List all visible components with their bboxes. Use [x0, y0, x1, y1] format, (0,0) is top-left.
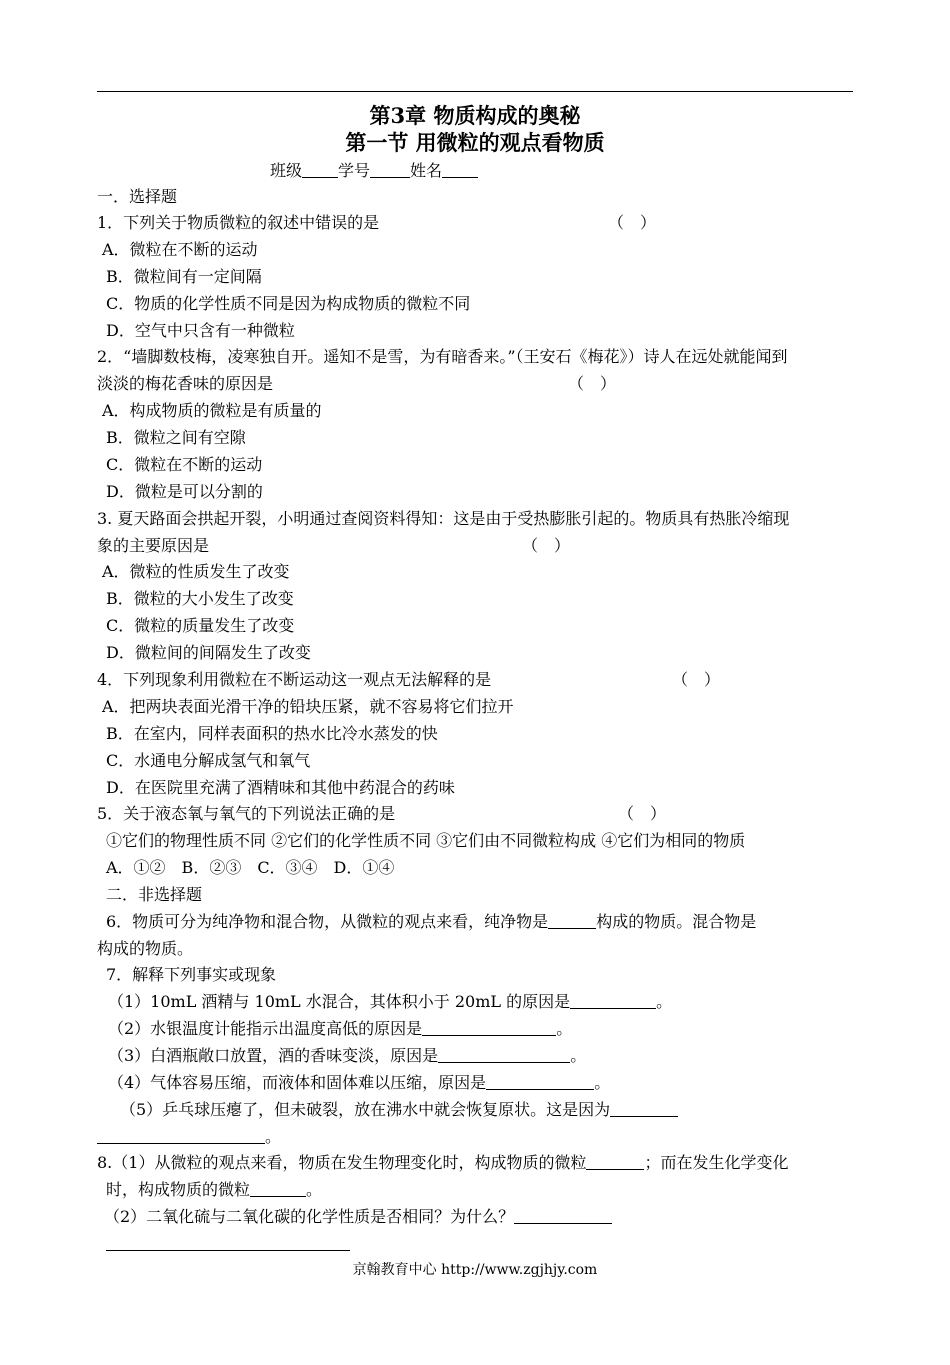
section-heading-nonchoice: 二．非选择题	[106, 885, 203, 904]
q8-part1-text-b: ；而在发生化学变化	[644, 1153, 789, 1172]
q7-item-3	[108, 1045, 586, 1067]
q8-blank-physical[interactable]	[586, 1153, 644, 1170]
q7-item-1-text: （1）10mL 酒精与 10mL 水混合，其体积小于 20mL 的原因是	[108, 992, 571, 1011]
q1-option-a: A．微粒在不断的运动	[102, 240, 258, 259]
q6-line2: 构成的物质。	[97, 939, 194, 958]
q7-stem: 7．解释下列事实或现象	[106, 965, 277, 984]
q4-stem: 4．下列现象利用微粒在不断运动这一观点无法解释的是	[97, 670, 492, 689]
q7-item-4	[108, 1072, 610, 1094]
q1-option-c: C．物质的化学性质不同是因为构成物质的微粒不同	[106, 294, 471, 313]
q3-option-a: A．微粒的性质发生了改变	[102, 562, 290, 581]
q7-item-1	[108, 991, 672, 1013]
q7-item-4-end: 。	[594, 1073, 611, 1092]
q7-blank-4[interactable]	[486, 1073, 594, 1090]
q7-item-3-text: （3）白酒瓶敞口放置，酒的香味变淡，原因是	[108, 1046, 439, 1065]
footer-source: 京翰教育中心 http://www.zgjhjy.com	[352, 1262, 598, 1278]
q7-item-1-end: 。	[656, 992, 673, 1011]
q5-answer-paren[interactable]: （ ）	[618, 804, 667, 823]
q8-part1-text-c: 时，构成物质的微粒	[106, 1180, 251, 1199]
q2-option-a: A．构成物质的微粒是有质量的	[102, 401, 322, 420]
q6-line1	[106, 911, 756, 933]
q4-option-d: D．在医院里充满了酒精味和其他中药混合的药味	[106, 778, 455, 797]
name-blank[interactable]	[442, 161, 478, 178]
q7-item-5-text: （5）乒乓球压瘪了，但未破裂，放在沸水中就会恢复原状。这是因为	[120, 1100, 611, 1119]
q7-blank-2[interactable]	[422, 1019, 556, 1036]
q3-answer-paren[interactable]: （ ）	[522, 536, 571, 555]
q2-answer-paren[interactable]: （ ）	[568, 374, 617, 393]
chapter-title: 第3章 物质构成的奥秘	[369, 103, 581, 128]
q8-blank-2a[interactable]	[514, 1207, 612, 1224]
q7-item-5-end: 。	[265, 1127, 282, 1146]
q8-line1	[97, 1152, 788, 1174]
q7-item-2-text: （2）水银温度计能指示出温度高低的原因是	[108, 1019, 423, 1038]
q5-statements: ①它们的物理性质不同 ②它们的化学性质不同 ③它们由不同微粒构成 ④它们为相同的物质	[106, 831, 746, 850]
q5-stem: 5．关于液态氧与氧气的下列说法正确的是	[97, 804, 396, 823]
q4-option-c: C．水通电分解成氢气和氧气	[106, 751, 311, 770]
q3-option-b: B．微粒的大小发生了改变	[106, 589, 294, 608]
q7-item-5	[120, 1099, 678, 1121]
q8-line2-end: 。	[306, 1180, 323, 1199]
q8-part2	[104, 1206, 612, 1228]
q2-option-b: B．微粒之间有空隙	[106, 428, 246, 447]
q7-blank-3[interactable]	[438, 1046, 570, 1063]
q2-option-c: C．微粒在不断的运动	[106, 455, 263, 474]
q7-item-5-cont	[97, 1126, 281, 1148]
q7-blank-5b[interactable]	[97, 1127, 265, 1144]
number-blank[interactable]	[370, 161, 410, 178]
section-heading-choice: 一．选择题	[97, 187, 178, 206]
q8-part2-text: （2）二氧化硫与二氧化碳的化学性质是否相同？为什么？	[104, 1207, 515, 1226]
q3-option-c: C．微粒的质量发生了改变	[106, 616, 295, 635]
q8-line2	[106, 1179, 322, 1201]
number-label: 学号	[338, 161, 371, 180]
q8-blank-2b[interactable]	[106, 1234, 350, 1251]
q4-answer-paren[interactable]: （ ）	[672, 670, 721, 689]
q8-part2-cont	[106, 1233, 350, 1255]
q2-stem-line1: 2．“墙脚数枝梅，凌寒独自开。遥知不是雪，为有暗香来。”（王安石《梅花》）诗人在远处就能闻到	[97, 347, 788, 366]
section-title: 第一节 用微粒的观点看物质	[345, 130, 605, 155]
q6-text-part2: 构成的物质。混合物是	[596, 912, 757, 931]
q8-blank-chemical[interactable]	[250, 1180, 306, 1197]
q1-answer-paren[interactable]: （ ）	[608, 213, 657, 232]
q7-item-3-end: 。	[570, 1046, 587, 1065]
q7-blank-1[interactable]	[570, 992, 656, 1009]
q2-option-d: D．微粒是可以分割的	[106, 482, 263, 501]
q7-item-2	[108, 1018, 572, 1040]
name-label: 姓名	[410, 161, 443, 180]
q6-blank-pure[interactable]	[548, 912, 596, 929]
q1-option-d: D．空气中只含有一种微粒	[106, 321, 295, 340]
header-rule	[97, 91, 853, 92]
q5-options: A．①② B．②③ C．③④ D．①④	[106, 858, 395, 877]
q8-part1-text: 8.（1）从微粒的观点来看，物质在发生物理变化时，构成物质的微粒	[97, 1153, 587, 1172]
q1-stem: 1．下列关于物质微粒的叙述中错误的是	[97, 213, 380, 232]
q7-item-4-text: （4）气体容易压缩，而液体和固体难以压缩，原因是	[108, 1073, 487, 1092]
student-info-line	[270, 160, 478, 182]
q4-option-a: A．把两块表面光滑干净的铅块压紧，就不容易将它们拉开	[102, 697, 514, 716]
q3-stem-line2: 象的主要原因是	[97, 536, 210, 555]
q7-blank-5a[interactable]	[610, 1100, 678, 1117]
q2-stem-line2: 淡淡的梅花香味的原因是	[97, 374, 274, 393]
q7-item-2-end: 。	[556, 1019, 573, 1038]
q3-stem-line1: 3. 夏天路面会拱起开裂，小明通过查阅资料得知：这是由于受热膨胀引起的。物质具有热胀冷缩现	[97, 509, 790, 528]
q3-option-d: D．微粒间的间隔发生了改变	[106, 643, 311, 662]
q4-option-b: B．在室内，同样表面积的热水比冷水蒸发的快	[106, 724, 438, 743]
q6-text-part1: 6．物质可分为纯净物和混合物，从微粒的观点来看，纯净物是	[106, 912, 549, 931]
q1-option-b: B．微粒间有一定间隔	[106, 267, 262, 286]
class-label: 班级	[270, 161, 303, 180]
class-blank[interactable]	[302, 161, 338, 178]
